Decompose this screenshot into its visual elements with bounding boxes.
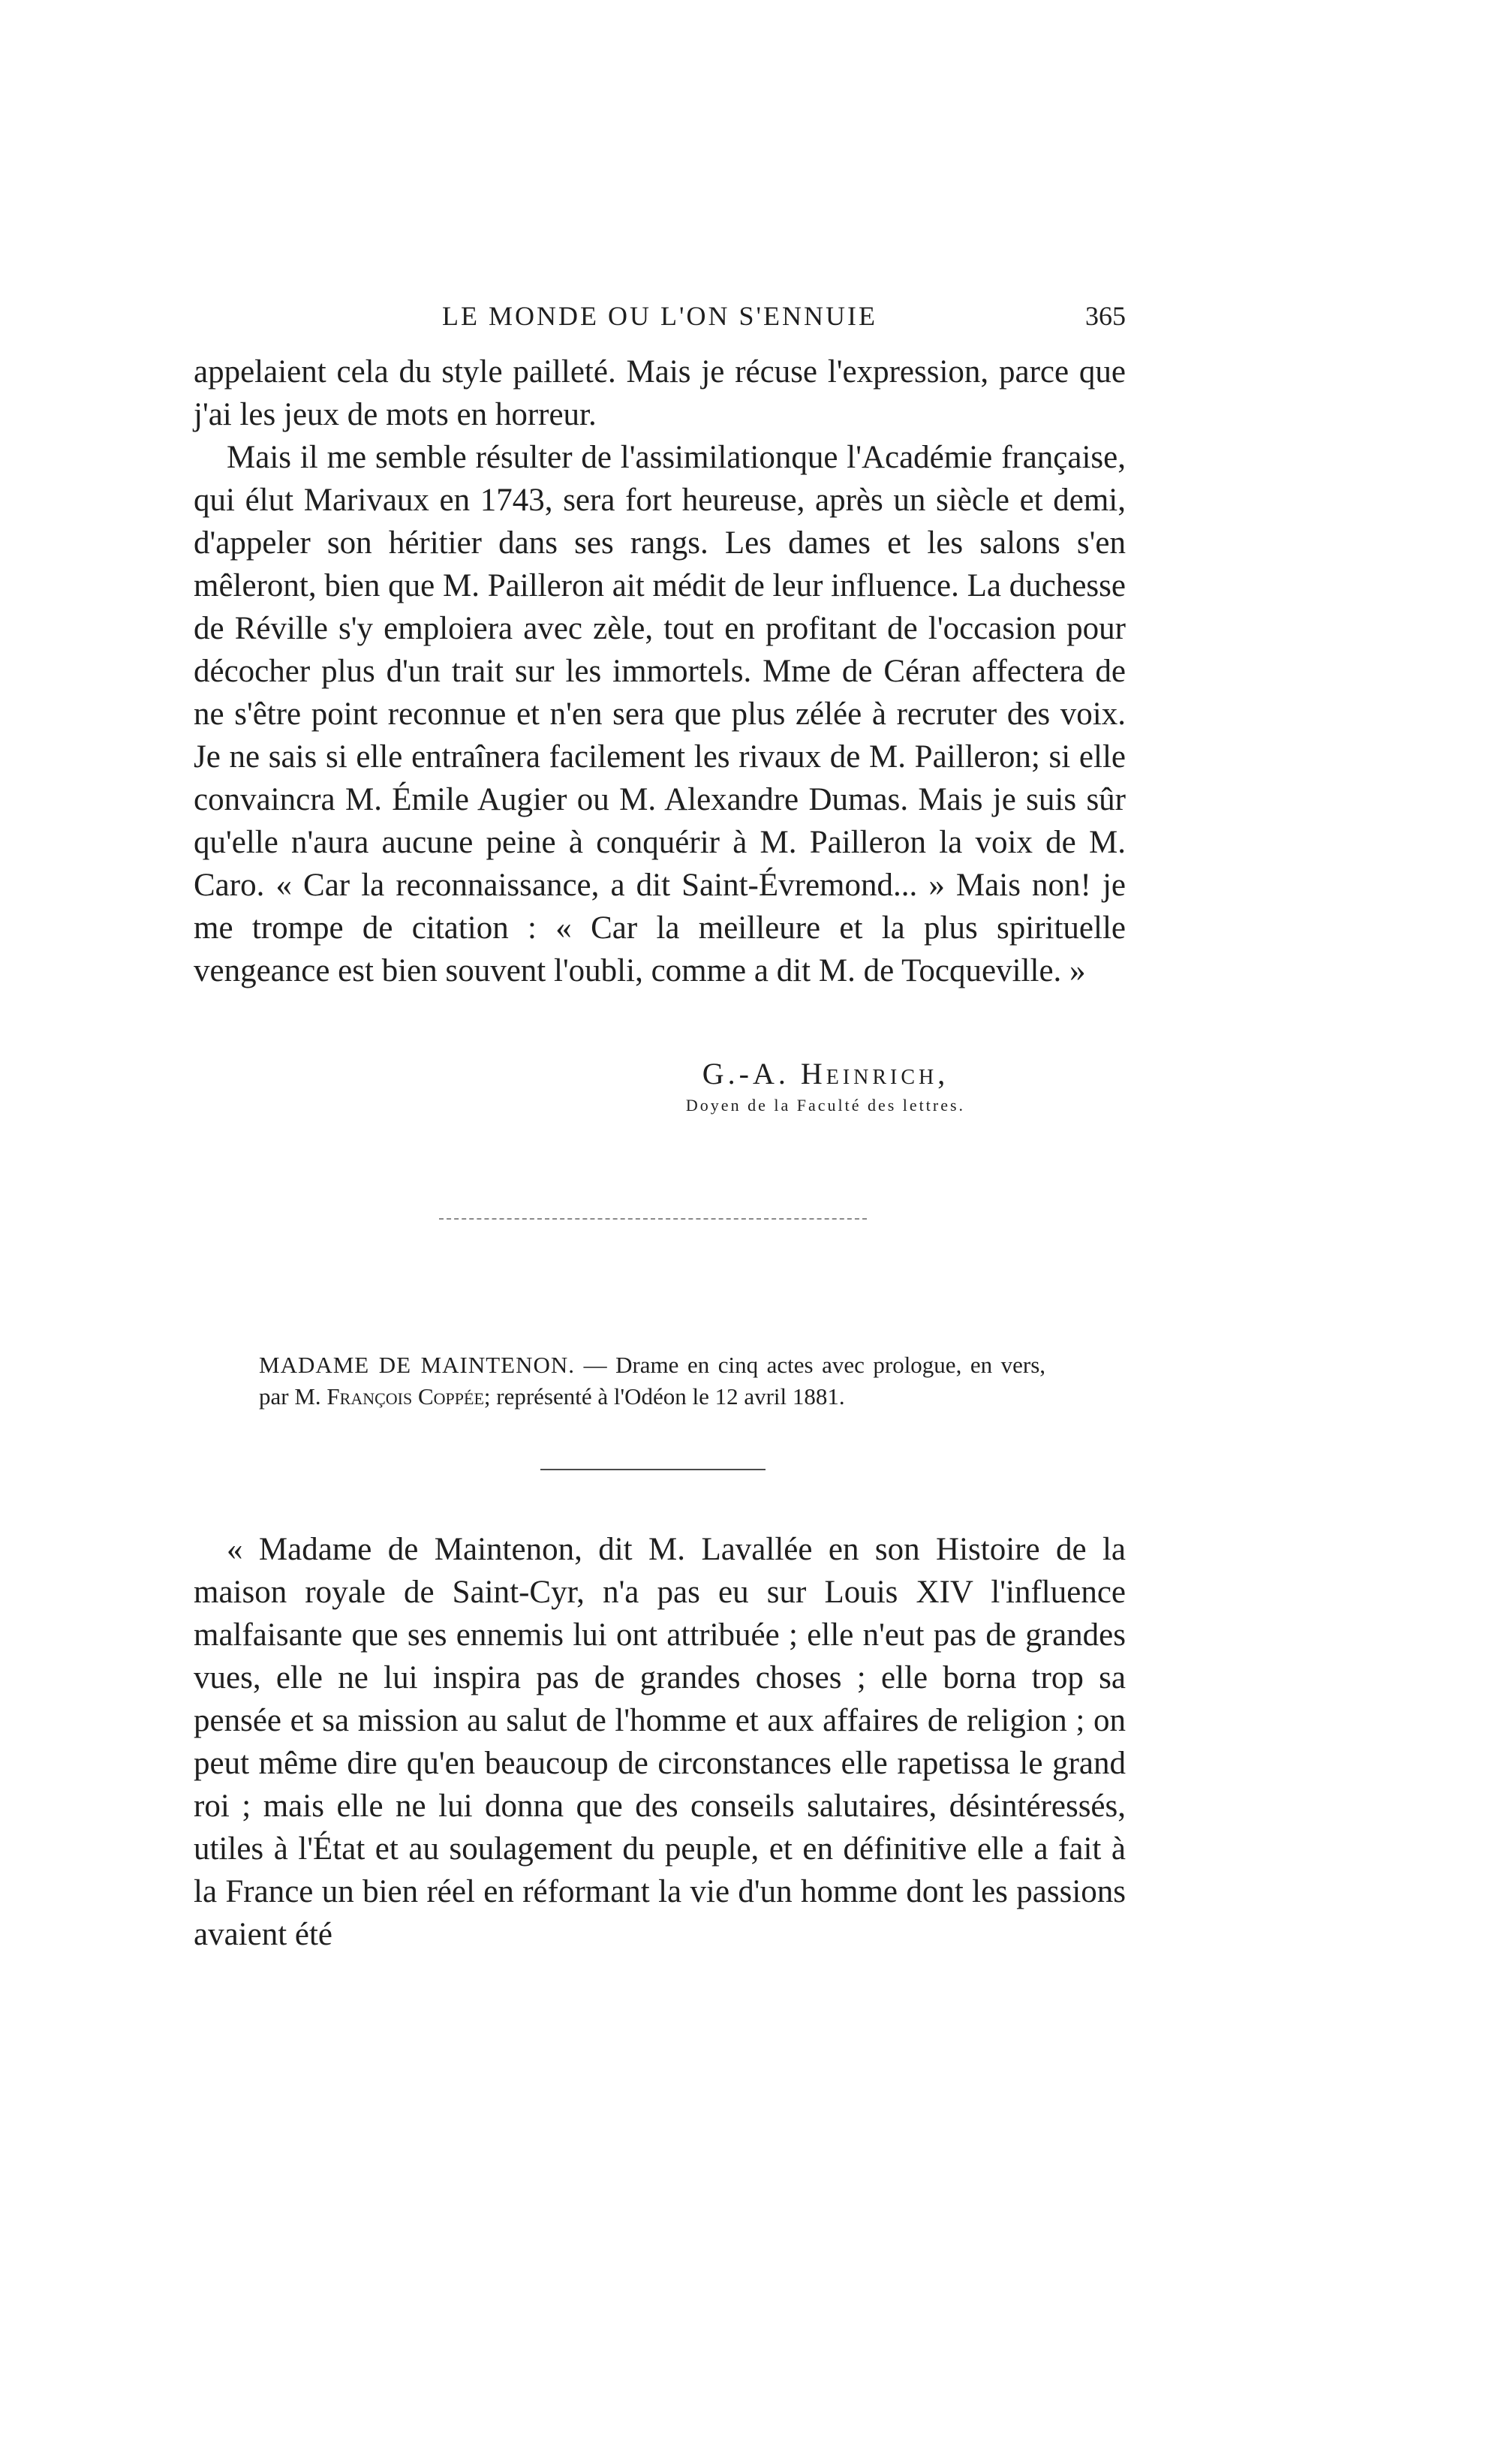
review-title: MADAME DE MAINTENON. — [259, 1352, 576, 1378]
review-author: François Coppée — [326, 1383, 484, 1410]
essay-conclusion — [194, 350, 1126, 992]
review-performance-note: ; représenté à l'Odéon le 12 avril 1881. — [483, 1383, 845, 1410]
review-paragraph: « Madame de Maintenon, dit M. Lavallée en son Histoire de la maison royale de Saint-Cyr, n'a pas eu sur Louis XIV l'influence malfaisante que ses ennemis lui ont attribuée ; elle n'eut pas de grandes vues, elle ne lui inspira pas de grandes choses ; elle borna trop sa pensée et sa mission au salut de l'homme et aux affaires de religion ; on peut même dire qu'en beaucoup de circonstances elle rapetissa le grand roi ; mais elle ne lui donna que des conseils salutaires, désintéressés, utiles à l'État et au soulagement du peuple, et en définitive elle a fait à la France un bien réel en réformant la vie d'un homme dont les passions avaient été — [194, 1532, 1126, 1952]
essay-paragraph: Mais il me semble résulter de l'assimilationque l'Académie française, qui élut Marivaux en 1743, sera fort heureuse, après un siècle et demi, d'appeler son héritier dans ses rangs. Les dames et les salons s'en mêleront, bien que M. Pailleron ait médit de leur influence. La duchesse de Réville s'y emploiera avec zèle, tout en profitant de l'occasion pour décocher plus d'un trait sur les immortels. Mme de Céran affectera de ne s'être point reconnue et n'en sera que plus zélée à recruter des voix. Je ne sais si elle entraînera facilement les rivaux de M. Pailleron; si elle convaincra M. Émile Augier ou M. Alexandre Dumas. Mais je suis sûr qu'elle n'aura aucune peine à conquérir à M. Pailleron la voix de M. Caro. « Car la reconnaissance, a dit Saint-Évremond... » Mais non! je me trompe de citation : « Car la meilleure et la plus spirituelle vengeance est bien souvent l'oubli, comme a dit M. de Tocqueville. » — [194, 440, 1126, 988]
page-number: 365 — [1085, 301, 1126, 331]
review-description: — Drame en cinq actes avec prologue, en vers, par M. — [259, 1352, 1046, 1410]
signature-block — [615, 1054, 1036, 1118]
review-heading — [259, 1349, 1045, 1413]
signature-name: G.-A. Heinrich, — [702, 1057, 949, 1091]
running-head — [194, 300, 1126, 333]
running-title: LE MONDE OU L'ON S'ENNUIE — [442, 301, 877, 331]
essay-paragraph: appelaient cela du style pailleté. Mais je récuse l'expression, parce que j'ai les jeux de mots en horreur. — [194, 354, 1126, 432]
signature-title: Doyen de la Faculté des lettres. — [685, 1096, 966, 1115]
review-body — [194, 1528, 1126, 1956]
section-divider — [439, 1218, 867, 1220]
heading-rule — [540, 1469, 766, 1470]
